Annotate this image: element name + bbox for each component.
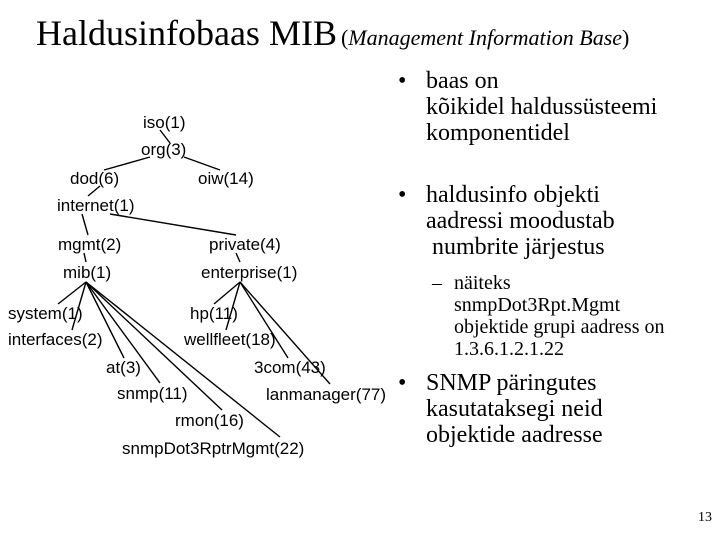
- node-snmp: snmp(11): [117, 384, 188, 403]
- node-snmpdot3: snmpDot3RptrMgmt(22): [122, 439, 305, 458]
- node-hp: hp(11): [190, 304, 238, 323]
- node-lanmanager: lanmanager(77): [266, 385, 387, 404]
- bullet-3-text: SNMP päringutes kasutataksegi neid objektide aadresse: [426, 370, 603, 448]
- page-number: 13: [698, 510, 712, 525]
- sub-bullet-text: näiteks snmpDot3Rpt.Mgmt objektide grupi aadress on 1.3.6.1.2.1.22: [454, 272, 665, 360]
- node-oiw: oiw(14): [198, 169, 254, 188]
- node-enterprise: enterprise(1): [201, 263, 298, 282]
- bullet-1-mark: •: [398, 68, 407, 94]
- node-system: system(1): [8, 304, 83, 323]
- bullet-2-text: haldusinfo objekti aadressi moodustab numbrite järjestus: [426, 182, 615, 260]
- title-subtitle: (Management Information Base): [340, 25, 630, 50]
- mib-tree-diagram: [0, 0, 400, 470]
- node-internet: internet(1): [57, 196, 135, 215]
- bullet-2-mark: •: [398, 182, 407, 208]
- node-at: at(3): [106, 358, 141, 377]
- bullet-1-text: baas on kõikidel haldussüsteemi komponentidel: [426, 68, 658, 146]
- node-org: org(3): [141, 140, 187, 159]
- bullet-3-mark: •: [398, 370, 407, 396]
- node-mgmt: mgmt(2): [58, 235, 122, 254]
- node-interfaces: interfaces(2): [8, 330, 103, 349]
- node-private: private(4): [209, 235, 281, 254]
- sub-bullet-mark: –: [432, 272, 442, 294]
- title-main: Haldusinfobaas MIB: [36, 13, 337, 53]
- node-3com: 3com(43): [254, 358, 326, 377]
- node-iso: iso(1): [143, 113, 186, 132]
- node-mib: mib(1): [63, 263, 112, 282]
- edge-internet-mgmt: [82, 214, 88, 235]
- edge-internet-private: [110, 214, 236, 235]
- node-dod: dod(6): [70, 169, 120, 188]
- tree-labels: [8, 113, 386, 458]
- edge-private-enterprise: [236, 253, 240, 262]
- node-rmon: rmon(16): [175, 411, 244, 430]
- node-wellfleet: wellfleet(18): [184, 330, 276, 349]
- edge-mib-system: [58, 282, 86, 304]
- edge-mgmt-mib: [84, 253, 86, 262]
